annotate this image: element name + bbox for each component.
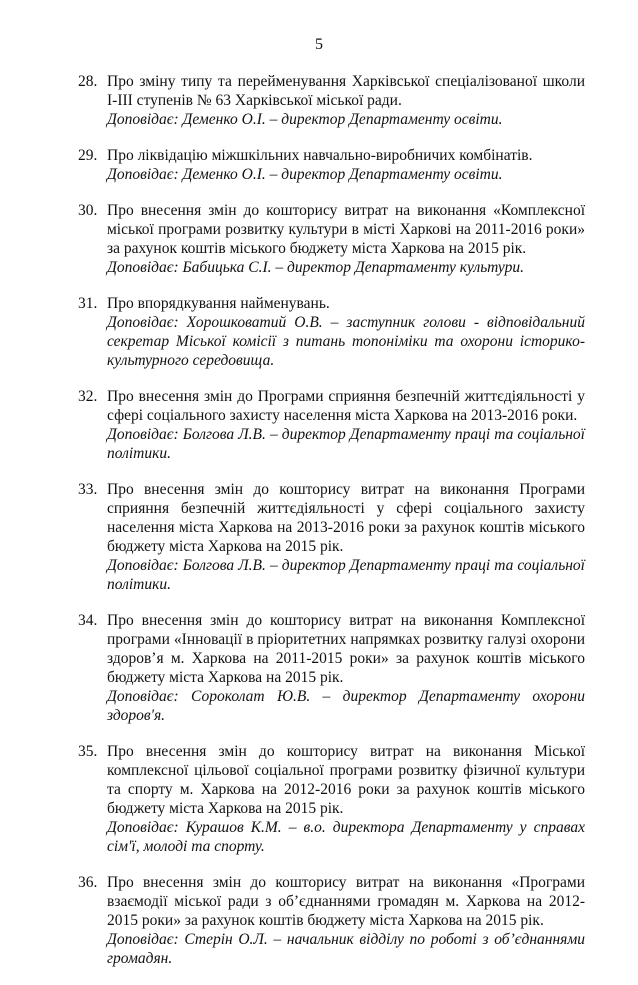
item-number: 29.	[78, 147, 98, 164]
agenda-item	[0, 611, 638, 725]
item-speaker: Доповідає: Болгова Л.В. – директор Департаменту праці та соціальної політики.	[107, 557, 585, 593]
item-speaker: Доповідає: Болгова Л.В. – директор Департаменту праці та соціальної політики.	[107, 426, 585, 462]
item-speaker: Доповідає: Бабицька С.І. – директор Департаменту культури.	[107, 259, 524, 276]
agenda-item	[0, 873, 638, 968]
item-content	[107, 72, 585, 129]
item-content	[107, 201, 585, 277]
item-content	[107, 294, 585, 370]
agenda-list	[0, 72, 638, 985]
item-speaker: Доповідає: Стерін О.Л. – начальник відділу по роботі з об’єднаннями громадян.	[107, 931, 585, 967]
item-content	[107, 742, 585, 856]
item-speaker: Доповідає: Деменко О.І. – директор Департаменту освіти.	[107, 166, 503, 183]
agenda-item	[0, 294, 638, 370]
item-title: Про внесення змін до Програми сприяння безпечній життєдіяльності у сфері соціального захисту населення міста Харкова на 2013-2016 роки.	[107, 388, 585, 424]
item-title: Про зміну типу та перейменування Харківської спеціалізованої школи I-III ступенів № 63 Харківської міської ради.	[107, 73, 585, 109]
item-speaker: Доповідає: Сороколат Ю.В. – директор Департаменту охорони здоров'я.	[107, 688, 585, 724]
agenda-item	[0, 146, 638, 184]
item-title: Про внесення змін до кошторису витрат на виконання «Програми взаємодії міської ради з об’єднаннями громадян м. Харкова на 2012-2015 роки» за рахунок коштів бюджету міста Харкова на 2015 рік.	[107, 874, 585, 929]
agenda-item	[0, 387, 638, 463]
item-content	[107, 146, 585, 184]
item-number: 33.	[78, 481, 98, 498]
agenda-item	[0, 742, 638, 856]
item-content	[107, 387, 585, 463]
item-number: 31.	[78, 295, 98, 312]
item-speaker: Доповідає: Деменко О.І. – директор Департаменту освіти.	[107, 111, 503, 128]
item-content	[107, 873, 585, 968]
item-title: Про ліквідацію міжшкільних навчально-виробничих комбінатів.	[107, 147, 533, 164]
agenda-item	[0, 72, 638, 129]
item-title: Про внесення змін до кошторису витрат на виконання «Комплексної міської програми розвитку культури в місті Харкові на 2011-2016 роки» за рахунок коштів міського бюджету міста Харкова на 2015 рік.	[107, 202, 585, 257]
item-content	[107, 611, 585, 725]
item-number: 36.	[78, 874, 98, 891]
item-number: 34.	[78, 612, 98, 629]
agenda-item	[0, 201, 638, 277]
page-number: 5	[315, 36, 323, 53]
agenda-item	[0, 480, 638, 594]
item-title: Про внесення змін до кошторису витрат на виконання Міської комплексної цільової соціальної програми розвитку фізичної культури та спорту м. Харкова на 2012-2016 роки за рахунок коштів міського бюджету міста Харкова на 2015 рік.	[107, 743, 585, 817]
item-content	[107, 480, 585, 594]
item-speaker: Доповідає: Хорошковатий О.В. – заступник голови - відповідальний секретар Міської комісії з питань топоніміки та охорони історико-культурного середовища.	[107, 314, 585, 369]
item-title: Про внесення змін до кошторису витрат на виконання Програми сприяння безпечній життєдіяльності у сфері соціального захисту населення міста Харкова на 2013-2016 роки за рахунок коштів міського бюджету міста Харкова на 2015 рік.	[107, 481, 585, 555]
item-title: Про внесення змін до кошторису витрат на виконання Комплексної програми «Інновації в пріоритетних напрямках розвитку галузі охорони здоров’я м. Харкова на 2011-2015 роки» за рахунок коштів міського бюджету міста Харкова на 2015 рік.	[107, 612, 585, 686]
item-number: 30.	[78, 202, 98, 219]
item-title: Про впорядкування найменувань.	[107, 295, 330, 312]
item-number: 28.	[78, 73, 98, 90]
item-speaker: Доповідає: Курашов К.М. – в.о. директора Департаменту у справах сім'ї, молоді та спорту.	[107, 819, 585, 855]
item-number: 35.	[78, 743, 98, 760]
item-number: 32.	[78, 388, 98, 405]
